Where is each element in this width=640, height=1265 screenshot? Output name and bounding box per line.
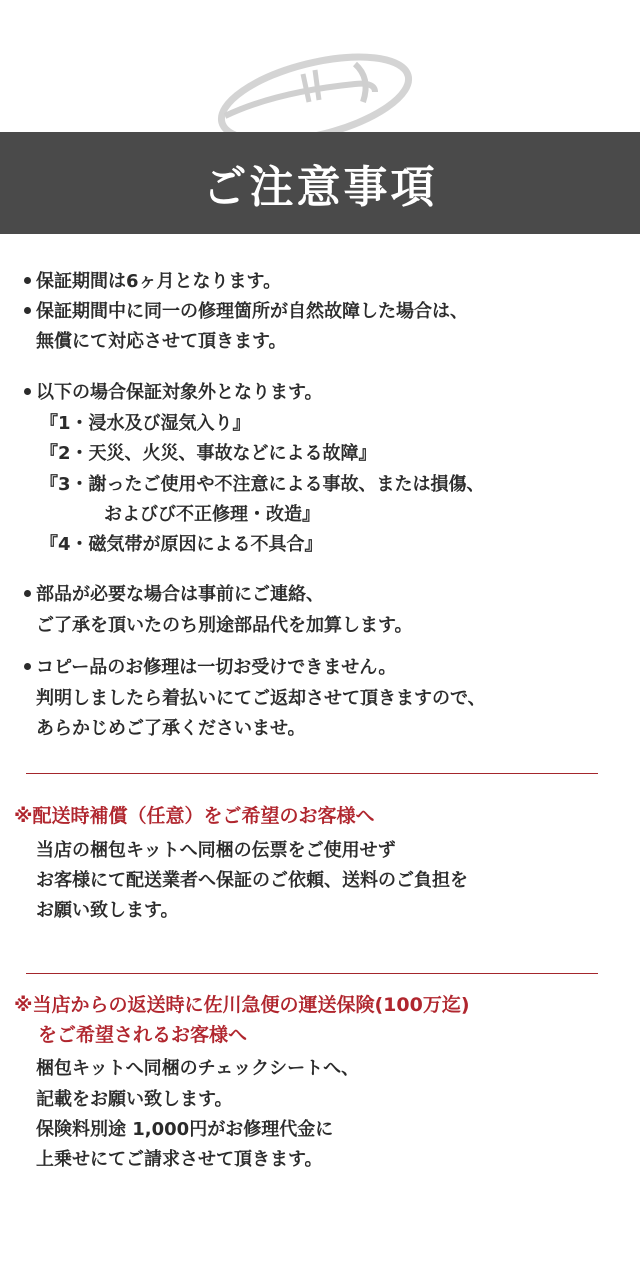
list-item: 部品が必要な場合は事前にご連絡、 — [20, 580, 324, 610]
list-item-continuation: あらかじめご了承くださいませ。 — [36, 718, 306, 739]
bullet-icon — [24, 663, 31, 670]
bullet-icon — [24, 590, 31, 597]
list-item-continuation: 判明しましたら着払いにてご返却させて頂きますので、 — [36, 688, 486, 709]
exclusion-item: 『3・謝ったご使用や不注意による事故、または損傷、 — [40, 474, 485, 495]
notice-text: 上乗せにてご請求させて頂きます。 — [36, 1149, 323, 1170]
notice-heading: ※当店からの返送時に佐川急便の運送保険(100万迄) — [14, 994, 470, 1016]
list-item-continuation: 無償にて対応させて頂きます。 — [36, 331, 287, 352]
page-title: ご注意事項 — [202, 162, 438, 213]
notice-text: 梱包キットへ同梱のチェックシートへ、 — [36, 1058, 360, 1079]
list-item: コピー品のお修理は一切お受けできません。 — [20, 653, 396, 683]
notice-text: お客様にて配送業者へ保証のご依頼、送料のご負担を — [36, 870, 468, 891]
exclusion-item: 『4・磁気帯が原因による不具合』 — [40, 534, 323, 555]
notice-heading: ※配送時補償（任意）をご希望のお客様へ — [14, 805, 375, 827]
list-item: 保証期間中に同一の修理箇所が自然故障した場合は、 — [20, 297, 468, 327]
notice-heading-continuation: をご希望されるお客様へ — [38, 1024, 248, 1046]
bullet-icon — [24, 307, 31, 314]
notice-text: 保険料別途 1,000円がお修理代金に — [36, 1119, 334, 1140]
list-item: 以下の場合保証対象外となります。 — [20, 378, 323, 408]
bullet-icon — [24, 388, 31, 395]
brand-logo-icon — [205, 44, 420, 134]
list-item-continuation: ご了承を頂いたのち別途部品代を加算します。 — [36, 615, 413, 636]
notice-text: お願い致します。 — [36, 900, 179, 921]
divider — [26, 773, 598, 774]
exclusion-item-continuation: およびび不正修理・改造』 — [104, 504, 320, 525]
exclusion-item: 『2・天災、火災、事故などによる故障』 — [40, 443, 377, 464]
notice-text: 当店の梱包キットへ同梱の伝票をご使用せず — [36, 840, 396, 861]
list-item: 保証期間は6ヶ月となります。 — [20, 267, 281, 297]
divider — [26, 973, 598, 974]
exclusion-item: 『1・浸水及び湿気入り』 — [40, 413, 251, 434]
notice-text: 記載をお願い致します。 — [36, 1089, 233, 1110]
bullet-icon — [24, 277, 31, 284]
title-banner — [0, 132, 640, 234]
